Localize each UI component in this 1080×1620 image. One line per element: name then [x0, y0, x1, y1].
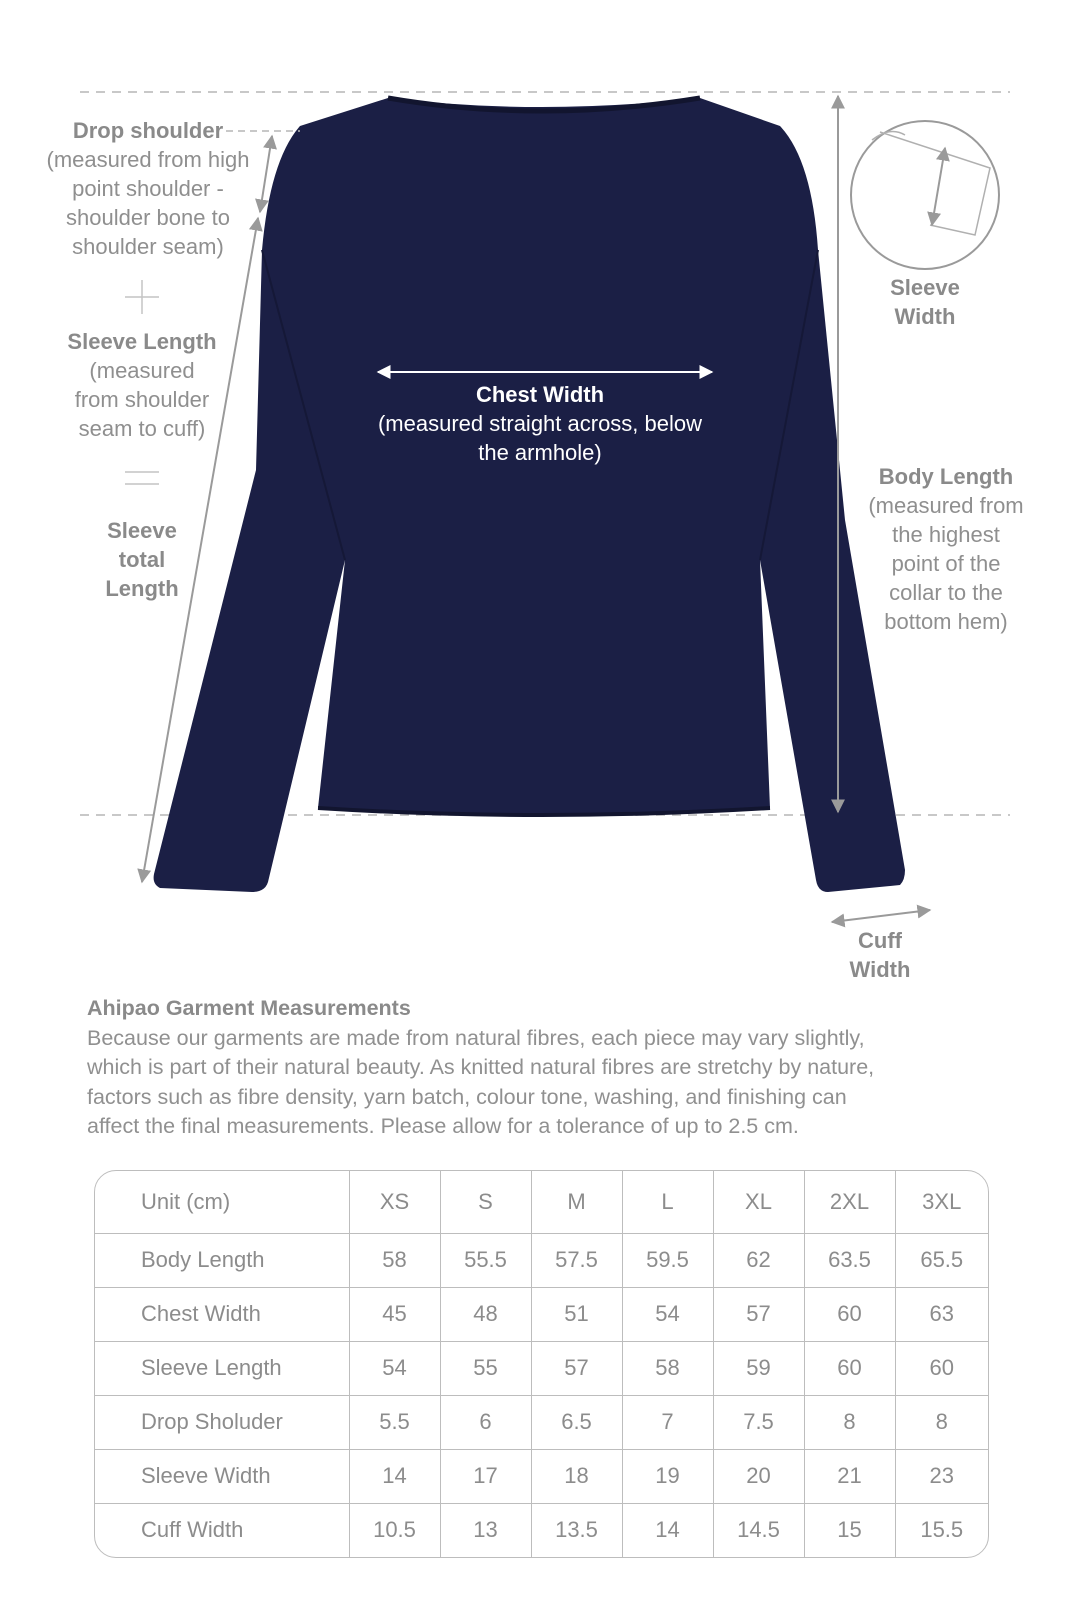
table-cell: 57 — [531, 1341, 622, 1395]
drop-shoulder-title: Drop shoulder — [72, 118, 224, 143]
table-cell: 54 — [349, 1341, 440, 1395]
table-cell: 51 — [531, 1287, 622, 1341]
table-cell: 14 — [349, 1449, 440, 1503]
sleeve-length-title: Sleeve Length — [67, 329, 217, 354]
cuff-width-label — [820, 926, 940, 984]
table-cell: 60 — [895, 1341, 988, 1395]
body-length-line: bottom hem) — [884, 609, 1008, 634]
size-chart-table — [94, 1170, 989, 1558]
table-cell: 58 — [349, 1233, 440, 1287]
sleeve-length-line: (measured — [89, 358, 195, 383]
table-cell: 63 — [895, 1287, 988, 1341]
table-cell: 55.5 — [440, 1233, 531, 1287]
drop-shoulder-label — [28, 116, 268, 261]
notes-line: affect the final measurements. Please allow for a tolerance of up to 2.5 cm. — [87, 1114, 799, 1138]
body-length-title: Body Length — [878, 464, 1014, 489]
table-cell: 58 — [622, 1341, 713, 1395]
table-row-label: Drop Sholuder — [95, 1395, 349, 1449]
table-cell: 19 — [622, 1449, 713, 1503]
table-cell: 57 — [713, 1287, 804, 1341]
table-cell: 6.5 — [531, 1395, 622, 1449]
table-header-cell: S — [440, 1171, 531, 1233]
cuff-width-line: Width — [849, 957, 911, 982]
body-length-line: the highest — [892, 522, 1000, 547]
table-cell: 20 — [713, 1449, 804, 1503]
sleeve-total-line: Length — [105, 576, 179, 601]
table-cell: 65.5 — [895, 1233, 988, 1287]
table-cell: 15.5 — [895, 1503, 988, 1557]
table-header-cell: Unit (cm) — [95, 1171, 349, 1233]
table-cell: 18 — [531, 1449, 622, 1503]
table-cell: 45 — [349, 1287, 440, 1341]
table-cell: 60 — [804, 1341, 895, 1395]
table-header-cell: L — [622, 1171, 713, 1233]
table-row-label: Sleeve Length — [95, 1341, 349, 1395]
table-cell: 17 — [440, 1449, 531, 1503]
table-row — [95, 1503, 988, 1557]
equals-symbol — [125, 472, 159, 484]
table-cell: 13 — [440, 1503, 531, 1557]
sleeve-total-line: total — [118, 547, 166, 572]
table-cell: 59.5 — [622, 1233, 713, 1287]
table-header-row — [95, 1171, 988, 1233]
table-cell: 55 — [440, 1341, 531, 1395]
table-cell: 23 — [895, 1449, 988, 1503]
table-cell: 7.5 — [713, 1395, 804, 1449]
sleeve-width-line: Width — [894, 304, 956, 329]
table-cell: 7 — [622, 1395, 713, 1449]
plus-symbol — [125, 280, 159, 314]
table-cell: 14 — [622, 1503, 713, 1557]
table-header-cell: XL — [713, 1171, 804, 1233]
chest-width-line: (measured straight across, below — [377, 411, 703, 436]
table-header-cell: 2XL — [804, 1171, 895, 1233]
chest-width-label — [350, 380, 730, 467]
chest-width-line: the armhole) — [478, 440, 602, 465]
sleeve-length-line: seam to cuff) — [78, 416, 206, 441]
table-cell: 14.5 — [713, 1503, 804, 1557]
table-row-label: Body Length — [95, 1233, 349, 1287]
table-cell: 62 — [713, 1233, 804, 1287]
table-row-label: Sleeve Width — [95, 1449, 349, 1503]
table-cell: 15 — [804, 1503, 895, 1557]
sleeve-length-label — [42, 327, 242, 443]
table-cell: 13.5 — [531, 1503, 622, 1557]
chest-width-title: Chest Width — [475, 382, 605, 407]
drop-shoulder-line: (measured from high — [46, 147, 250, 172]
notes-line: which is part of their natural beauty. As knitted natural fibres are stretchy by nature, — [87, 1055, 875, 1079]
table-header-cell: M — [531, 1171, 622, 1233]
body-length-label — [850, 462, 1042, 636]
table-cell: 6 — [440, 1395, 531, 1449]
sleeve-length-line: from shoulder — [74, 387, 210, 412]
sleeve-width-line: Sleeve — [890, 275, 960, 300]
sleeve-width-label — [860, 273, 990, 331]
table-cell: 5.5 — [349, 1395, 440, 1449]
table-header-cell: XS — [349, 1171, 440, 1233]
notes-line: Because our garments are made from natural fibres, each piece may vary slightly, — [87, 1025, 865, 1050]
notes-title: Ahipao Garment Measurements — [87, 996, 411, 1020]
drop-shoulder-line: point shoulder - — [72, 176, 224, 201]
table-row — [95, 1233, 988, 1287]
table-cell: 54 — [622, 1287, 713, 1341]
table-row — [95, 1395, 988, 1449]
table-row — [95, 1287, 988, 1341]
body-length-line: collar to the — [889, 580, 1003, 605]
table-cell: 63.5 — [804, 1233, 895, 1287]
table-header-cell: 3XL — [895, 1171, 988, 1233]
body-length-line: point of the — [891, 551, 1001, 576]
notes-line: factors such as fibre density, yarn batch, colour tone, washing, and finishing can — [87, 1084, 847, 1109]
table-cell: 10.5 — [349, 1503, 440, 1557]
table-row — [95, 1449, 988, 1503]
sleeve-total-length-label — [82, 516, 202, 603]
table-cell: 57.5 — [531, 1233, 622, 1287]
table-row-label: Chest Width — [95, 1287, 349, 1341]
table-cell: 8 — [895, 1395, 988, 1449]
table-cell: 8 — [804, 1395, 895, 1449]
table-cell: 59 — [713, 1341, 804, 1395]
measurement-notes — [87, 994, 1007, 1142]
sleeve-total-line: Sleeve — [107, 518, 177, 543]
table-cell: 60 — [804, 1287, 895, 1341]
cuff-width-line: Cuff — [858, 928, 902, 953]
table-cell: 21 — [804, 1449, 895, 1503]
drop-shoulder-line: shoulder bone to — [66, 205, 230, 230]
sleeve-width-inset — [851, 121, 999, 269]
body-length-line: (measured from — [868, 493, 1024, 518]
table-row — [95, 1341, 988, 1395]
table-row-label: Cuff Width — [95, 1503, 349, 1557]
drop-shoulder-line: shoulder seam) — [72, 234, 224, 259]
table-cell: 48 — [440, 1287, 531, 1341]
cuff-width-arrow — [832, 910, 930, 922]
